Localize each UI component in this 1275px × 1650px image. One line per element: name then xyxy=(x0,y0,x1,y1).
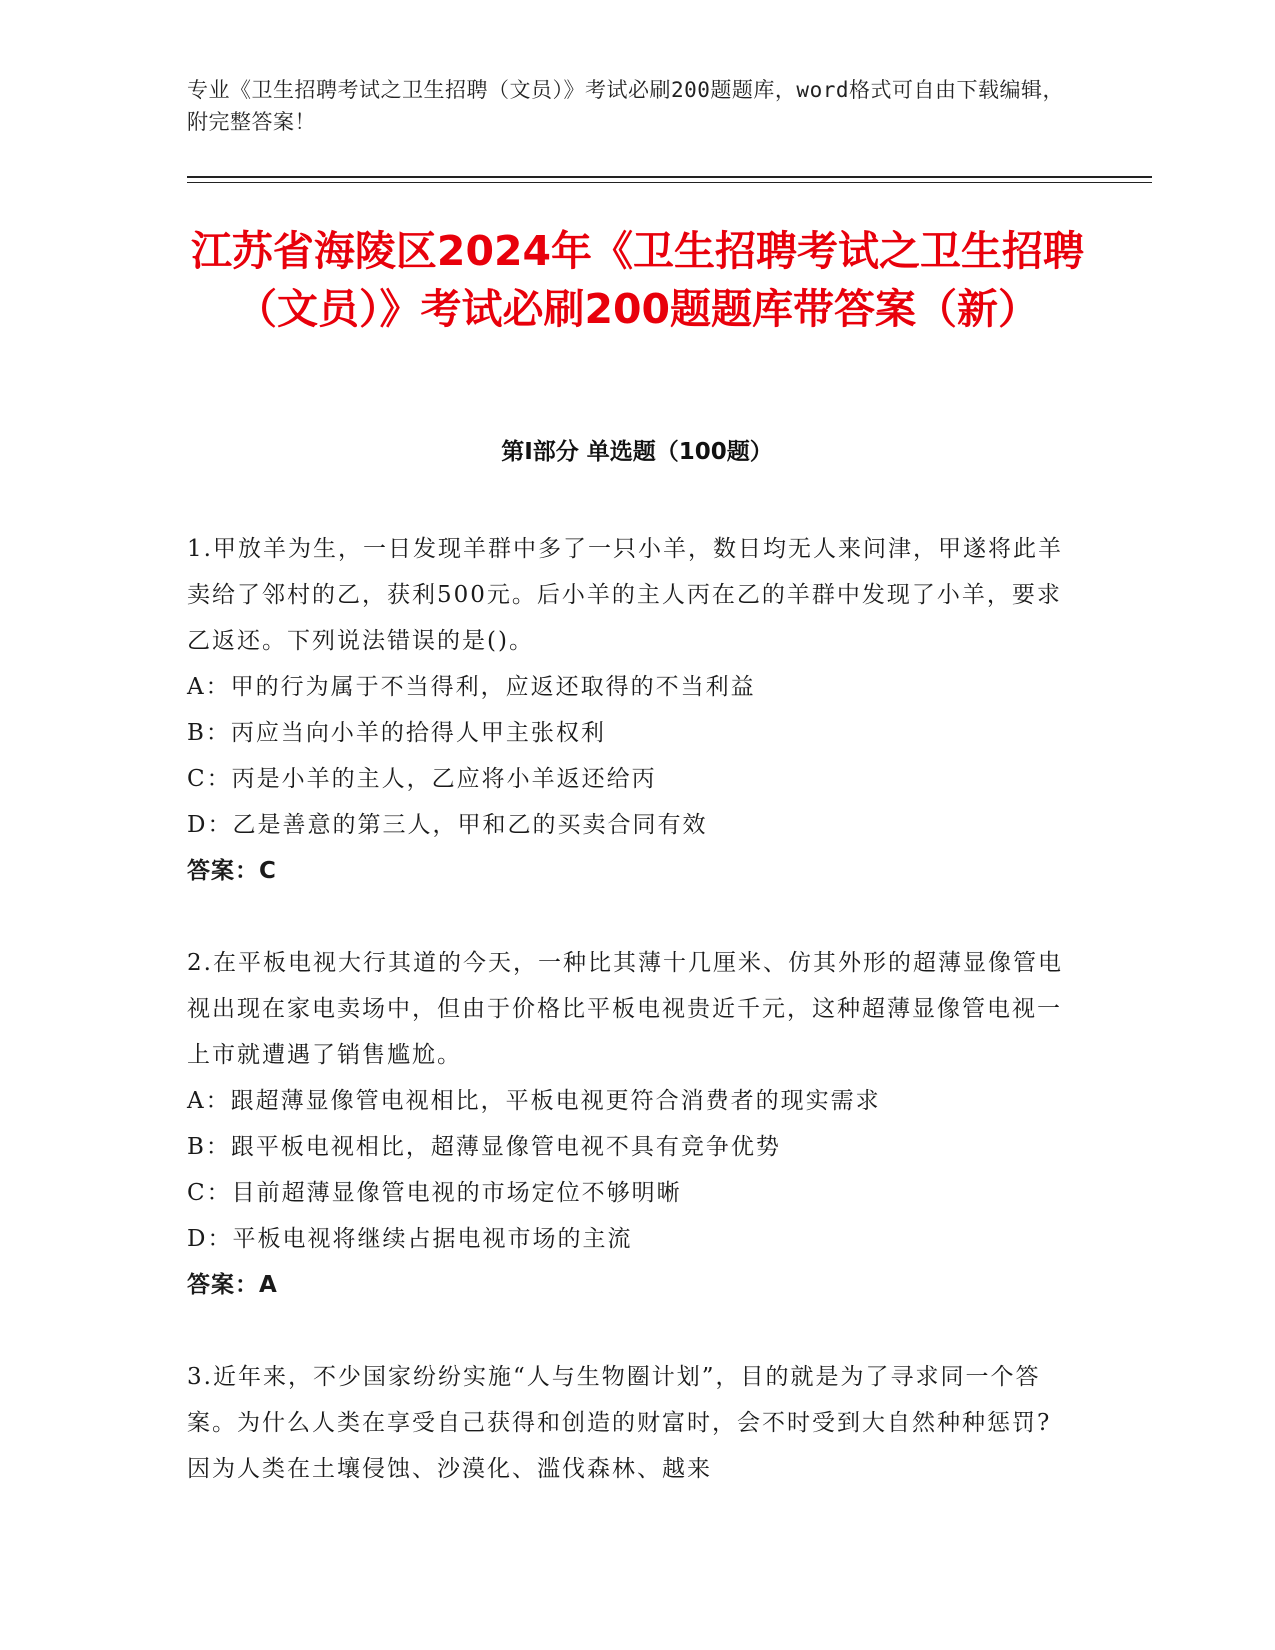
document-title: 江苏省海陵区2024年《卫生招聘考试之卫生招聘（文员）》考试必刷200题题库带答案（新） xyxy=(190,227,1085,333)
option-a: A：甲的行为属于不当得利，应返还取得的不当利益 xyxy=(187,674,756,700)
option-b: B：跟平板电视相比，超薄显像管电视不具有竞争优势 xyxy=(187,1134,781,1160)
option-d: D：乙是善意的第三人，甲和乙的买卖合同有效 xyxy=(187,812,708,838)
question-1 xyxy=(187,526,1067,894)
option-a: A：跟超薄显像管电视相比，平板电视更符合消费者的现实需求 xyxy=(187,1088,881,1114)
answer: 答案：C xyxy=(187,858,277,884)
question-list xyxy=(187,526,1067,1538)
question-2 xyxy=(187,940,1067,1308)
question-stem: 3.近年来，不少国家纷纷实施“人与生物圈计划”，目的就是为了寻求同一个答案。为什么人类在享受自己获得和创造的财富时，会不时受到大自然种种惩罚?因为人类在土壤侵蚀、沙漠化、滥伐森林、越来 xyxy=(187,1364,1052,1482)
option-c: C：目前超薄显像管电视的市场定位不够明晰 xyxy=(187,1180,682,1206)
option-d: D：平板电视将继续占据电视市场的主流 xyxy=(187,1226,633,1252)
header-note: 专业《卫生招聘考试之卫生招聘（文员）》考试必刷200题题库，word格式可自由下载编辑，附完整答案！ xyxy=(187,78,1064,134)
answer: 答案：A xyxy=(187,1272,278,1298)
question-stem: 1.甲放羊为生，一日发现羊群中多了一只小羊，数日均无人来问津，甲遂将此羊卖给了邻村的乙，获利500元。后小羊的主人丙在乙的羊群中发现了小羊，要求乙返还。下列说法错误的是()。 xyxy=(187,536,1063,654)
option-c: C：丙是小羊的主人，乙应将小羊返还给丙 xyxy=(187,766,657,792)
section-title: 第Ⅰ部分 单选题（100题） xyxy=(501,439,773,465)
header-divider-thick xyxy=(187,176,1152,178)
question-stem: 2.在平板电视大行其道的今天，一种比其薄十几厘米、仿其外形的超薄显像管电视出现在家电卖场中，但由于价格比平板电视贵近千元，这种超薄显像管电视一上市就遭遇了销售尴尬。 xyxy=(187,950,1063,1068)
option-b: B：丙应当向小羊的拾得人甲主张权利 xyxy=(187,720,606,746)
header-divider-thin xyxy=(187,182,1152,183)
question-3 xyxy=(187,1354,1067,1492)
